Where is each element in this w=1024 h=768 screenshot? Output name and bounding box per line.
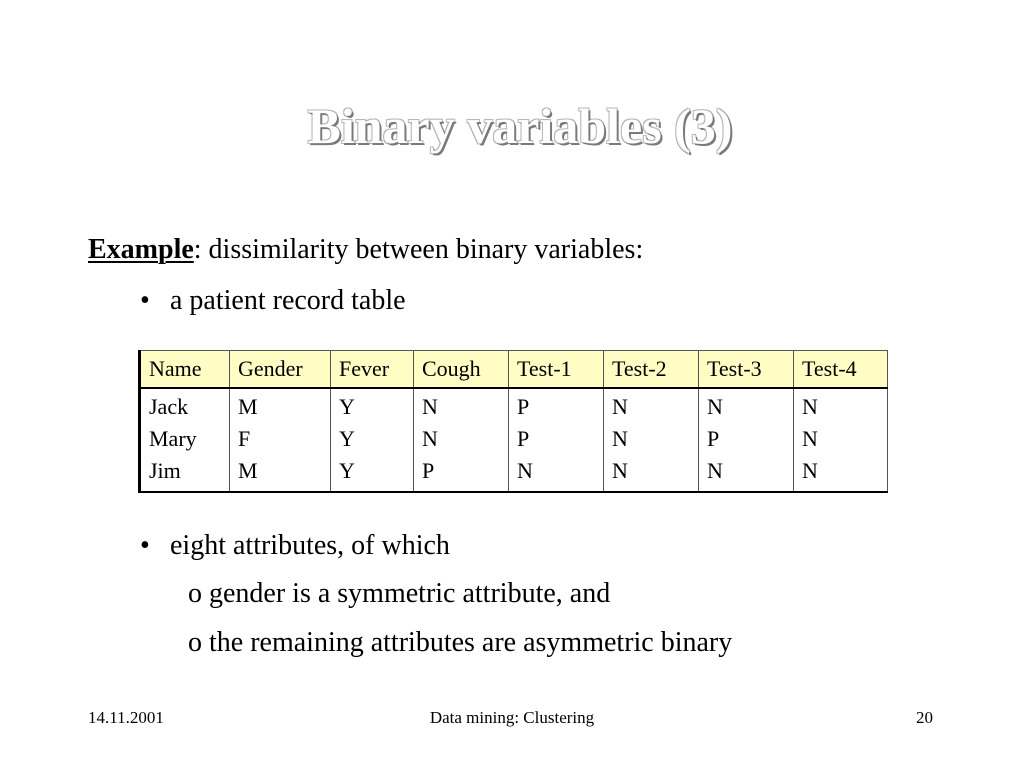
test1-column: [509, 388, 604, 492]
table-cell: Jim: [149, 458, 181, 483]
table-cell: P: [517, 394, 530, 419]
column-header: Test-2: [604, 351, 699, 389]
test4-column: [794, 388, 888, 492]
table-cell: Y: [339, 426, 355, 451]
bullet-patient-table: [140, 284, 406, 318]
test2-column: [604, 388, 699, 492]
intro-text: : dissimilarity between binary variables:: [193, 234, 644, 265]
table-cell: N: [422, 426, 438, 451]
gender-column: [230, 388, 331, 492]
table-cell: N: [802, 394, 818, 419]
table-cell: Y: [339, 394, 355, 419]
table-cell: N: [612, 426, 628, 451]
intro-line: [88, 232, 643, 268]
name-column: [140, 388, 230, 492]
footer-date: 14.11.2001: [88, 708, 164, 727]
table-cell: N: [612, 458, 628, 483]
table-cell: N: [422, 394, 438, 419]
bullet-text: eight attributes, of which: [170, 530, 450, 561]
table-header-row: [140, 351, 888, 389]
bullet-text: a patient record table: [170, 285, 406, 316]
table-cell: M: [238, 458, 258, 483]
bullet-eight-attributes: [140, 529, 450, 563]
bullet-marker: •: [140, 530, 150, 561]
table-cell: P: [707, 426, 720, 451]
fever-column: [331, 388, 414, 492]
table-cell: P: [422, 458, 435, 483]
table-cell: N: [612, 394, 628, 419]
column-header: Gender: [230, 351, 331, 389]
table-cell: P: [517, 426, 530, 451]
table-body-row: [140, 388, 888, 492]
test3-column: [699, 388, 794, 492]
footer-course: Data mining: Clustering: [429, 708, 595, 727]
table-cell: F: [238, 426, 251, 451]
cough-column: [414, 388, 509, 492]
slide-title: Binary variables (3): [307, 98, 733, 154]
table-cell: Mary: [149, 426, 197, 451]
column-header: Test-4: [794, 351, 888, 389]
example-keyword: Example: [88, 234, 194, 265]
table-cell: N: [802, 426, 818, 451]
table-cell: N: [802, 458, 818, 483]
sub-item-asymmetric: o the remaining attributes are asymmetric binary: [188, 627, 733, 658]
sub-item-gender: o gender is a symmetric attribute, and: [188, 578, 611, 609]
table-cell: Y: [339, 458, 355, 483]
table-cell: N: [517, 458, 533, 483]
patient-record-table: [138, 350, 888, 493]
table-cell: Jack: [149, 394, 189, 419]
column-header: Name: [140, 351, 230, 389]
table-cell: N: [707, 394, 723, 419]
table-cell: N: [707, 458, 723, 483]
column-header: Cough: [414, 351, 509, 389]
column-header: Test-3: [699, 351, 794, 389]
footer-page-number: 20: [916, 708, 933, 727]
bullet-marker: •: [140, 285, 150, 316]
column-header: Fever: [331, 351, 414, 389]
column-header: Test-1: [509, 351, 604, 389]
table-cell: M: [238, 394, 258, 419]
